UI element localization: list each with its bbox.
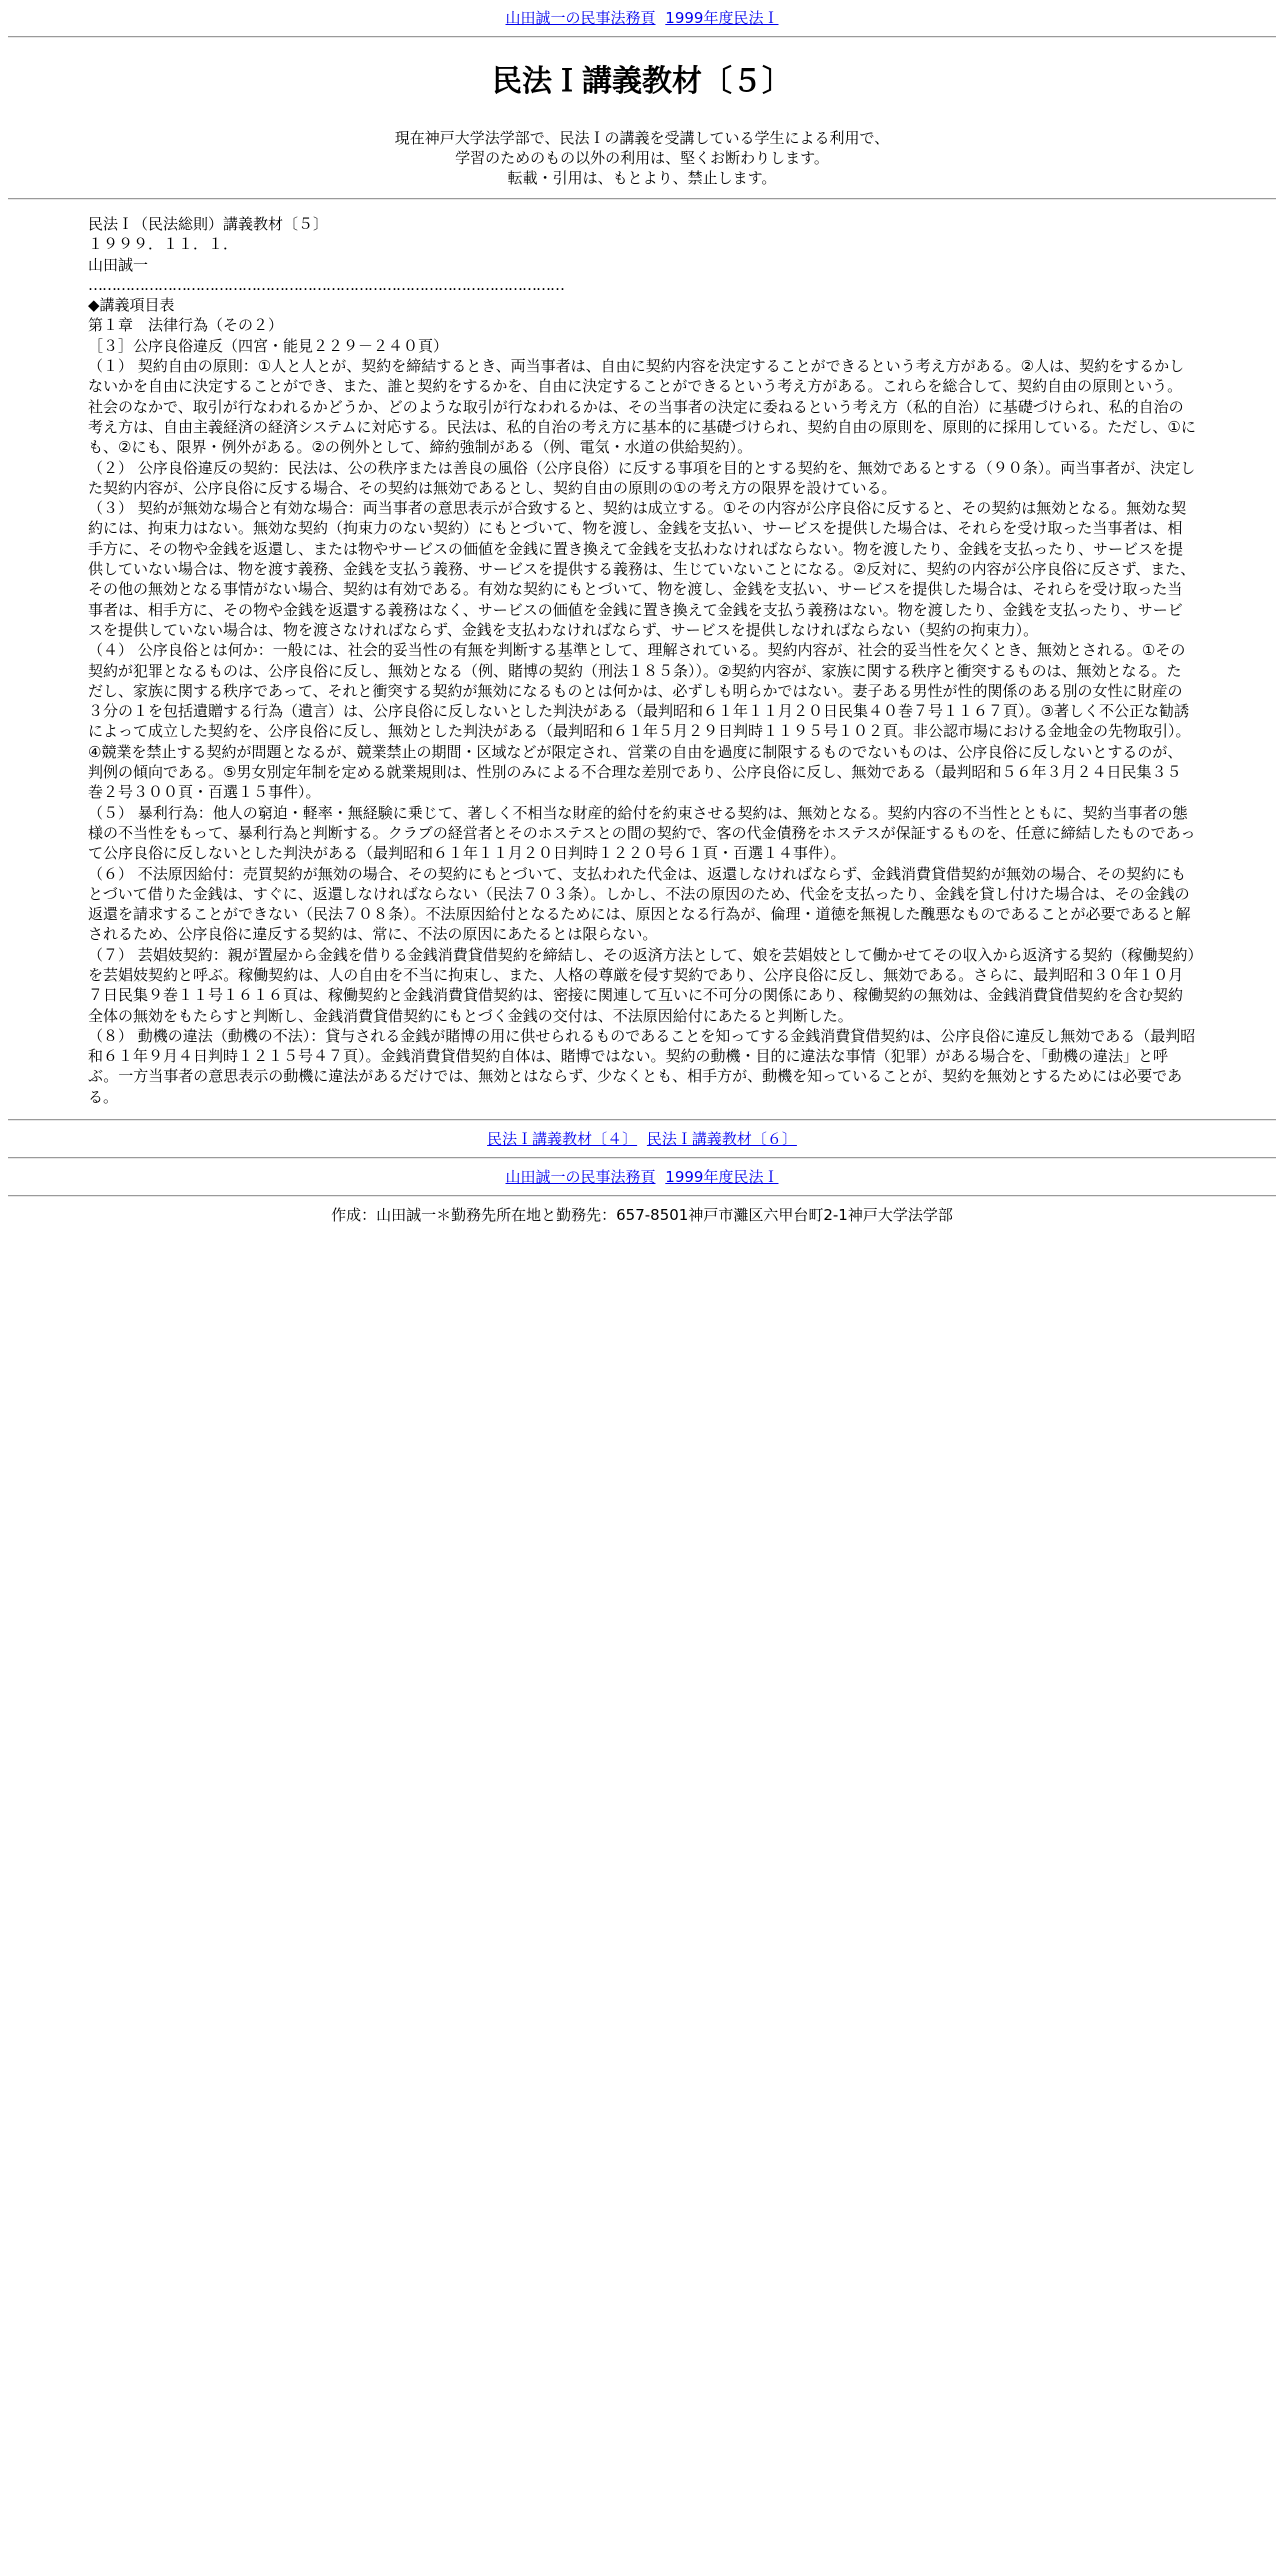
course-link[interactable]: 1999年度民法Ｉ <box>665 9 779 27</box>
section-heading: ［３］公序良俗違反（四宮・能見２２９－２４０頁） <box>88 336 449 355</box>
page-title: 民法Ｉ講義教材〔５〕 <box>492 64 792 99</box>
paragraph-8: （８） 動機の違法（動機の不法）：貸与される金銭が賭博の用に供せられるものであることを知ってする金銭消費貸借契約は、公序良俗に違反し無効である（最判昭和６１年９月４日判時１２１５号４７頁）。金銭消費貸借契約自体は、賭博ではない。契約の動機・目的に違法な事情（犯罪）がある場合を、「動機の違法」と呼ぶ。一方当事者の意思表示の動機に違法があるだけでは、無効とはならず、少なくとも、相手方が、動機を知っていることが、契約を無効とするためには必要である。 <box>88 1026 1196 1106</box>
prev-lecture-link[interactable]: 民法Ｉ講義教材〔４〕 <box>487 1130 638 1149</box>
bottom-nav <box>8 1167 1276 1187</box>
notice-line-3: 転載・引用は、もとより、禁止します。 <box>507 169 777 187</box>
notice-line-1: 現在神戸大学法学部で、民法Ｉの講義を受講している学生による利用で、 <box>394 129 890 147</box>
paragraph-2: （２） 公序良俗違反の契約：民法は、公の秩序または善良の風俗（公序良俗）に反する事項を目的とする契約を、無効であるとする（９０条）。両当事者が、決定した契約内容が、公序良俗に反する場合、その契約は無効であるとし、契約自由の原則の①の考え方の限界を設けている。 <box>88 458 1196 497</box>
paragraph-1: （１） 契約自由の原則：①人と人とが、契約を締結するとき、両当事者は、自由に契約内容を決定することができるという考え方がある。②人は、契約をするかしないかを自由に決定することができ、また、誰と契約をするかを、自由に決定することができるという考え方がある。これらを総合して、契約自由の原則という。社会のなかで、取引が行なわれるかどうか、どのような取引が行なわれるかは、その当事者の決定に委ねるという考え方（私的自治）に基礎づけられ、私的自治の考え方は、自由主義経済の経済システムに対応する。民法は、私的自治の考え方に基本的に基礎づけられ、契約自由の原則を、原則的に採用している。ただし、①にも、②にも、限界・例外がある。②の例外として、締約強制がある（例、電気・水道の供給契約）。 <box>88 357 1196 457</box>
author-name: 山田誠一 <box>88 255 149 274</box>
page <box>0 0 1284 1225</box>
course-name: 民法Ｉ（民法総則）講義教材〔５〕 <box>88 215 329 233</box>
next-lecture-link[interactable]: 民法Ｉ講義教材〔６〕 <box>646 1130 797 1149</box>
divider <box>8 1195 1276 1197</box>
home-link[interactable]: 山田誠一の民事法務頁 <box>505 9 656 27</box>
paragraph-6: （６） 不法原因給付：売買契約が無効の場合、その契約にもとづいて、支払われた代金は、返還しなければならず、金銭消費貸借契約が無効の場合、その契約にもとづいて借りた金銭は、すぐに、返還しなければならない（民法７０３条）。しかし、不法の原因のため、代金を支払ったり、金銭を貸し付けた場合は、その金銭の返還を請求することができない（民法７０８条）。不法原因給付となるためには、原因となる行為が、倫理・道徳を無視した醜悪なものであることが必要であると解されるため、公序良俗に違反する契約は、常に、不法の原因にあたるとは限らない。 <box>88 864 1191 944</box>
divider <box>8 1119 1276 1121</box>
notice-line-2: 学習のためのもの以外の利用は、堅くお断わりします。 <box>455 149 829 167</box>
divider <box>8 198 1276 200</box>
chapter-heading: 第１章 法律行為（その２） <box>88 316 284 335</box>
home-link-bottom[interactable]: 山田誠一の民事法務頁 <box>505 1168 656 1187</box>
paragraph-7: （７） 芸娼妓契約：親が置屋から金銭を借りる金銭消費貸借契約を締結し、その返済方法として、娘を芸娼妓として働かせてその収入から返済する契約（稼働契約）を芸娼妓契約と呼ぶ。稼働契約は、人の自由を不当に拘束し、また、人格の尊厳を侵す契約であり、公序良俗に反し、無効である。さらに、最判昭和３０年１０月７日民集９巻１１号１６１６頁は、稼働契約と金銭消費貸借契約は、密接に関連して互いに不可分の関係にあり、稼働契約の無効は、金銭消費貸借契約を含む契約全体の無効をもたらすと判断し、金銭消費貸借契約にもとづく金銭の交付は、不法原因給付にあたると判断した。 <box>88 945 1195 1025</box>
divider <box>8 1157 1276 1159</box>
items-heading: ◆講義項目表 <box>88 296 175 315</box>
author-footer: 作成：山田誠一＊勤務先所在地と勤務先：657-8501神戸市灘区六甲台町2-1神戸大学法学部 <box>331 1206 953 1225</box>
lecture-date: １９９９．１１．１． <box>88 235 239 254</box>
usage-notice <box>8 128 1276 188</box>
paragraph-4: （４） 公序良俗とは何か：一般には、社会的妥当性の有無を判断する基準として、理解されている。契約内容が、社会的妥当性を欠くとき、無効とされる。①その契約が犯罪となるものは、公序良俗に反し、無効となる（例、賭博の契約（刑法１８５条））。②契約内容が、家族に関する秩序と衝突するものは、無効となる。ただし、家族に関する秩序であって、それと衝突する契約が無効になるものとは何かは、必ずしも明らかではない。妻子ある男性が性的関係のある別の女性に財産の３分の１を包括遺贈する行為（遺言）は、公序良俗に反しないとした判決がある（最判昭和６１年１１月２０日民集４０巻７号１１６７頁）。③著しく不公正な勧誘によって成立した契約を、公序良俗に反し、無効とした判決がある（最判昭和６１年５月２９日判時１１９５号１０２頁。非公認市場における金地金の先物取引）。④競業を禁止する契約が問題となるが、競業禁止の期間・区域などが限定され、営業の自由を過度に制限するものでないものは、公序良俗に反しないとするのが、判例の傾向である。⑤男女別定年制を定める就業規則は、性別のみによる不合理な差別であり、公序良俗に反し、無効である（最判昭和５６年３月２４日民集３５巻２号３００頁・百選１５事件）。 <box>88 641 1191 802</box>
prev-next-nav <box>8 1129 1276 1149</box>
paragraph-3: （３） 契約が無効な場合と有効な場合：両当事者の意思表示が合致すると、契約は成立する。①その内容が公序良俗に反すると、その契約は無効となる。無効な契約には、拘束力はない。無効な契約（拘束力のない契約）にもとづいて、物を渡し、金銭を支払い、サービスを提供した場合は、それらを受け取った当事者は、相手方に、その物や金銭を返還し、または物やサービスの価値を金銭に置き換えて金銭を支払わなければならない。物を渡したり、金銭を支払ったり、サービスを提供していない場合は、物を渡す義務、金銭を支払う義務、サービスを提供する義務は、生じていないことになる。②反対に、契約の内容が公序良俗に反さず、また、その他の無効となる事情がない場合、契約は有効である。有効な契約にもとづいて、物を渡し、金銭を支払い、サービスを提供した場合は、それらを受け取った当事者は、相手方に、その物や金銭を返還する義務はなく、サービスの価値を金銭に置き換えて金銭を支払う義務はない。物を渡したり、金銭を支払ったり、サービスを提供していない場合は、物を渡さなければならず、金銭を支払わなければならず、サービスを提供しなければならない（契約の拘束力）。 <box>88 499 1196 639</box>
dotted-separator: ………………………………………………………………………………………… <box>88 275 564 294</box>
paragraph-5: （５） 暴利行為：他人の窮迫・軽率・無経験に乗じて、著しく不相当な財産的給付を約束させる契約は、無効となる。契約内容の不当性とともに、契約当事者の態様の不当性をもって、暴利行為と判断する。クラブの経営者とそのホステスとの間の契約で、客の代金債務をホステスが保証するものを、任意に締結したものであって公序良俗に反しないとした判決がある（最判昭和６１年１１月２０日判時１２２０号６１頁・百選１４事件）。 <box>88 803 1196 863</box>
course-link-bottom[interactable]: 1999年度民法Ｉ <box>665 1168 779 1187</box>
top-nav <box>8 8 1276 28</box>
divider <box>8 36 1276 38</box>
lecture-content <box>88 214 1196 1107</box>
